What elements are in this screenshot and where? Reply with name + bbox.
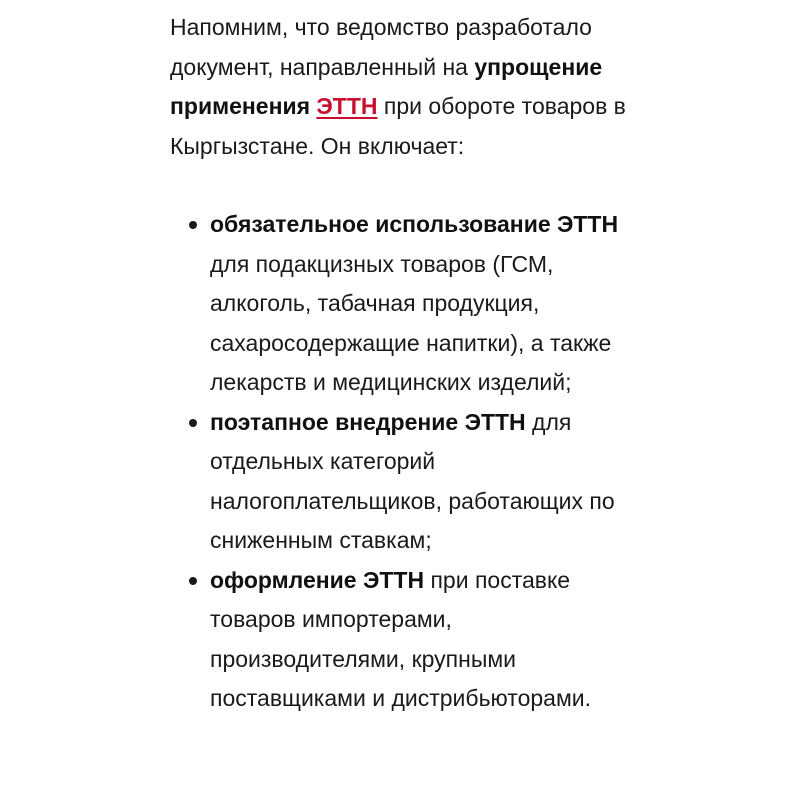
- intro-text-1: Напомним, что ведомство разработало документ, направленный на: [170, 14, 592, 80]
- list-item-bold: обязательное использование ЭТТН: [210, 211, 619, 237]
- bullet-icon: [189, 577, 197, 585]
- list-item-text: для подакцизных товаров (ГСМ, алкоголь, табачная продукция, сахаросодержащие напитки), а также лекарств и медицинских изделий;: [210, 250, 612, 395]
- bullet-icon: [189, 419, 197, 427]
- list-item-bold: поэтапное внедрение ЭТТН: [210, 408, 526, 435]
- bullet-icon: [189, 221, 197, 229]
- list-item-text: для отдельных категорий налогоплательщиков, работающих по сниженным ставкам;: [210, 408, 615, 553]
- list-item-bold: оформление ЭТТН: [210, 566, 425, 593]
- intro-text-2: при обороте товаров в Кыргызстане. Он включает:: [170, 93, 626, 159]
- list-item: [210, 205, 620, 403]
- list-item: [210, 561, 620, 719]
- ettn-link[interactable]: ЭТТН: [316, 93, 378, 119]
- intro-paragraph: [170, 8, 640, 166]
- intro-bold-phrase: упрощение применения: [170, 53, 603, 119]
- list-item: [210, 403, 620, 561]
- article-body: [170, 8, 640, 711]
- list-item-text: при поставке товаров импортерами, производителями, крупными поставщиками и дистрибьюторами.: [210, 566, 591, 711]
- bullet-list: [210, 205, 620, 719]
